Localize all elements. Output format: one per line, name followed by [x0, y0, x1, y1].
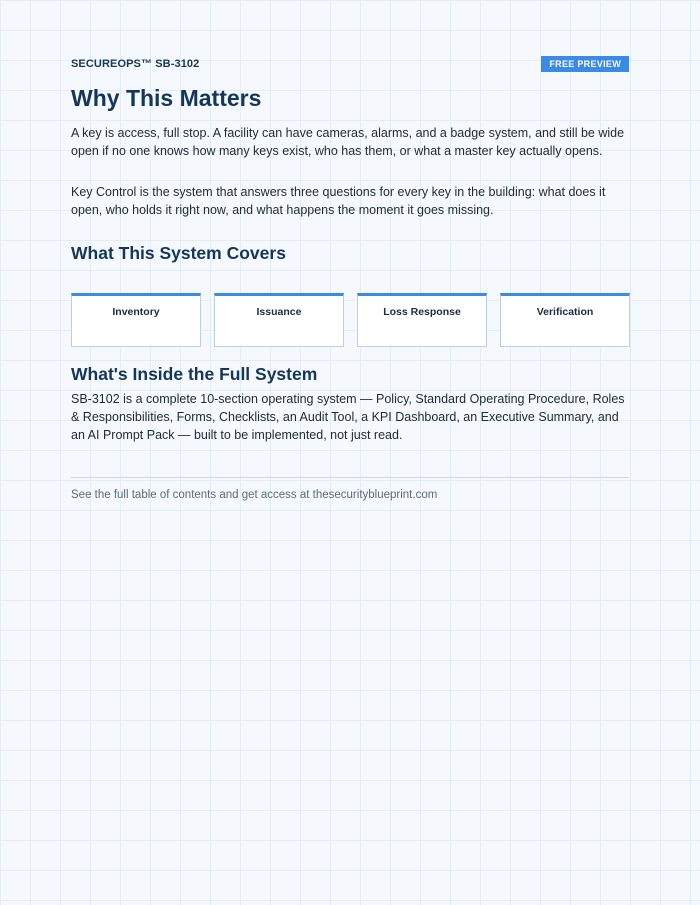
footer-note: See the full table of contents and get access at thesecurityblueprint.com: [71, 489, 438, 501]
inside-heading: What's Inside the Full System: [71, 364, 318, 384]
coverage-card-label: Inventory: [112, 306, 160, 318]
coverage-card-label: Loss Response: [383, 306, 461, 318]
coverage-card-label: Verification: [536, 306, 594, 318]
intro-paragraph-1: A key is access, full stop. A facility can have cameras, alarms, and a badge system, and still be wide open if no one knows how many keys exist, who has them, or what a master key actually opens.: [71, 126, 625, 158]
coverage-card-issuance: [214, 293, 344, 347]
footer-divider: [71, 477, 629, 478]
document-header: [71, 56, 629, 73]
intro-paragraph-2: Key Control is the system that answers three questions for every key in the building: what does it open, who holds it right now, and what happens the moment it goes missing.: [71, 185, 606, 217]
coverage-cards: [71, 293, 629, 346]
coverage-card-inventory: [71, 293, 201, 347]
inside-paragraph: SB-3102 is a complete 10-section operating system — Policy, Standard Operating Procedure, Roles & Responsibilities, Forms, Checklists, an Audit Tool, a KPI Dashboard, an Executive Summary, and an AI Prompt Pack — built to be implemented, not just read.: [71, 392, 625, 442]
coverage-card-loss-response: [357, 293, 487, 347]
coverage-heading: What This System Covers: [71, 243, 286, 263]
coverage-card-verification: [500, 293, 630, 347]
free-preview-badge: FREE PREVIEW: [541, 56, 629, 72]
coverage-card-label: Issuance: [256, 306, 302, 318]
brand-label: SECUREOPS™ SB-3102: [71, 58, 200, 70]
page-title: Why This Matters: [71, 85, 262, 111]
